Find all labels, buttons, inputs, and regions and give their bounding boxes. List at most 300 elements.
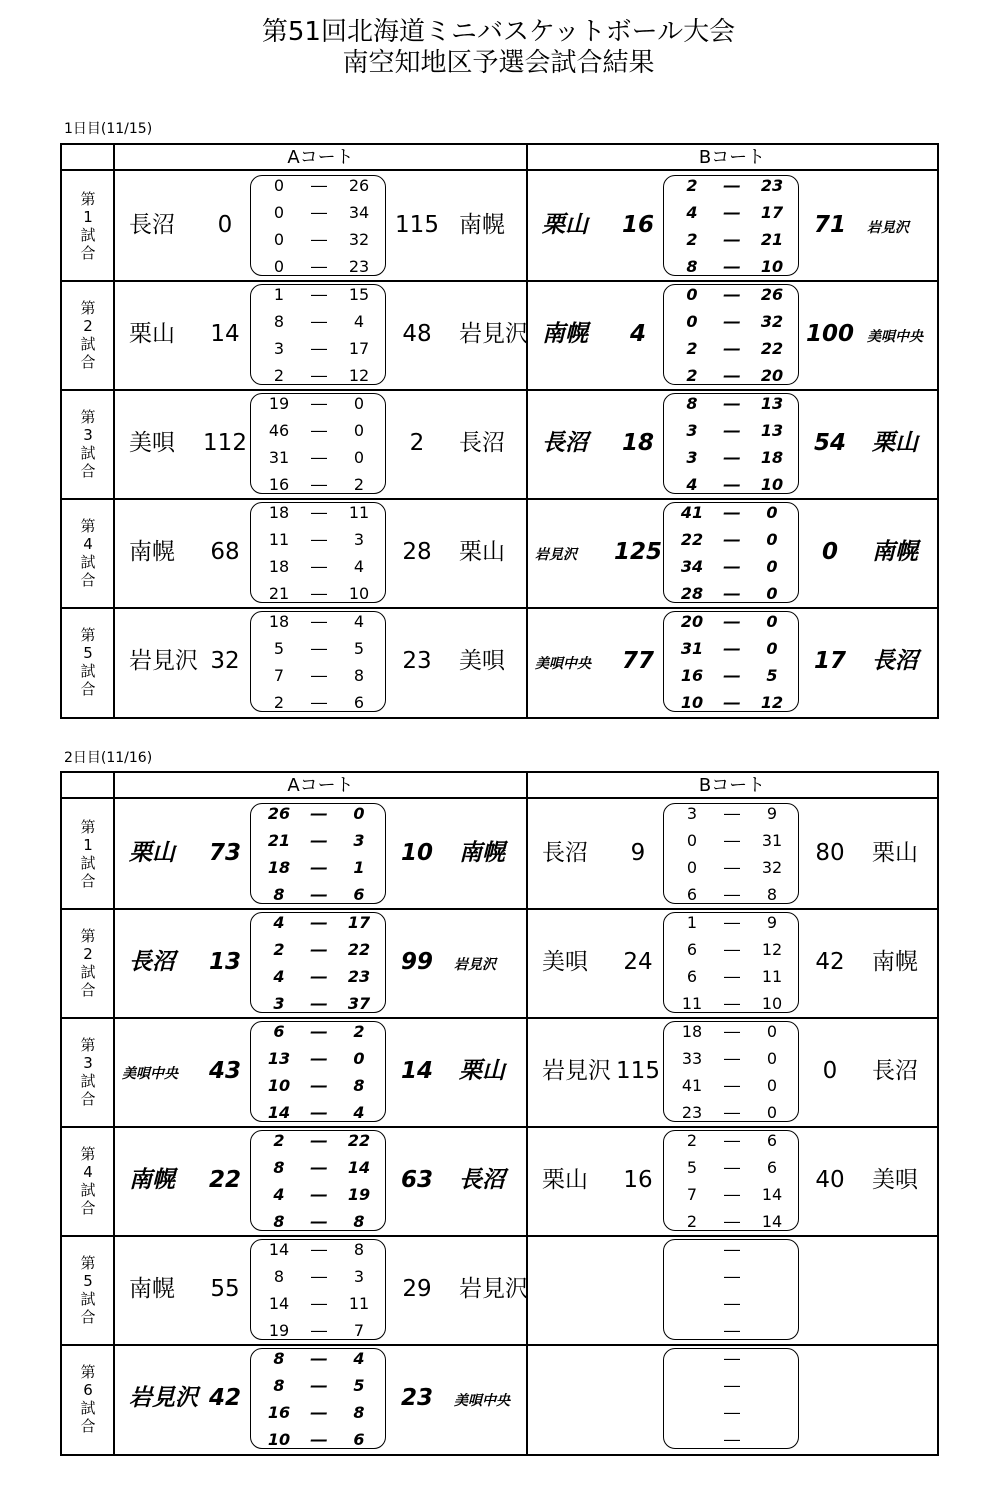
quarter-row bbox=[664, 362, 800, 389]
quarter-right: 5 bbox=[353, 639, 365, 658]
team1-name: 美唄 bbox=[542, 949, 588, 975]
game-number-char: 5 bbox=[83, 1271, 93, 1290]
quarter-left: 19 bbox=[268, 1321, 290, 1340]
quarter-scores bbox=[250, 1239, 386, 1340]
team1-total: 55 bbox=[210, 1276, 240, 1302]
quarter-left: 19 bbox=[268, 394, 290, 413]
quarter-row bbox=[664, 172, 800, 199]
game-row bbox=[62, 498, 937, 609]
quarter-left: 7 bbox=[273, 666, 285, 685]
quarter-left: 6 bbox=[686, 967, 698, 986]
quarter-left: 2 bbox=[686, 176, 698, 195]
game-number-char: 合 bbox=[80, 980, 96, 999]
quarter-right: 10 bbox=[348, 584, 370, 603]
quarter-scores bbox=[250, 175, 386, 276]
quarter-left: 4 bbox=[273, 913, 285, 932]
quarter-scores bbox=[250, 393, 386, 494]
quarter-dash: ― bbox=[724, 557, 740, 576]
team1-total: 9 bbox=[630, 840, 646, 866]
quarter-left: 5 bbox=[273, 639, 285, 658]
team1-name: 岩見沢 bbox=[129, 1385, 198, 1411]
game-number bbox=[62, 1235, 114, 1344]
quarter-right: 21 bbox=[760, 230, 784, 249]
quarter-row bbox=[664, 444, 800, 471]
quarter-left: 3 bbox=[686, 448, 698, 467]
game-number-char: 試 bbox=[80, 1180, 96, 1199]
game-number-char: 合 bbox=[80, 352, 96, 371]
team2-total: 42 bbox=[815, 949, 845, 975]
team1-name: 岩見沢 bbox=[542, 1058, 611, 1084]
game-number bbox=[62, 1126, 114, 1235]
game-number-char: 試 bbox=[80, 1071, 96, 1090]
quarter-dash: ― bbox=[311, 421, 327, 440]
game-number-char: 2 bbox=[83, 316, 93, 335]
quarter-row bbox=[251, 689, 387, 716]
quarter-left: 1 bbox=[686, 913, 698, 932]
quarter-right: 4 bbox=[353, 1103, 365, 1122]
game-number bbox=[62, 171, 114, 280]
quarter-scores bbox=[250, 611, 386, 712]
court-a-header: Aコート bbox=[114, 145, 527, 171]
quarter-dash: ― bbox=[724, 1185, 740, 1204]
quarter-row bbox=[664, 1372, 800, 1399]
quarter-left: 11 bbox=[268, 530, 290, 549]
quarter-row bbox=[664, 417, 800, 444]
quarter-right: 4 bbox=[353, 557, 365, 576]
court-b-match bbox=[527, 908, 939, 1017]
quarter-dash: ― bbox=[311, 1103, 327, 1122]
quarter-dash: ― bbox=[724, 530, 740, 549]
quarter-right: 2 bbox=[353, 1022, 365, 1041]
team2-total: 0 bbox=[822, 1058, 838, 1084]
quarter-right: 32 bbox=[760, 312, 784, 331]
quarter-dash: ― bbox=[311, 1049, 327, 1068]
quarter-left: 14 bbox=[268, 1240, 290, 1259]
quarter-dash: ― bbox=[724, 421, 740, 440]
quarter-right: 0 bbox=[766, 557, 778, 576]
team2-name: 岩見沢 bbox=[459, 321, 528, 347]
quarter-left: 6 bbox=[273, 1022, 285, 1041]
quarter-right: 2 bbox=[353, 475, 365, 494]
quarter-row bbox=[664, 1181, 800, 1208]
team1-name: 岩見沢 bbox=[535, 547, 577, 563]
quarter-row bbox=[251, 1372, 387, 1399]
quarter-left: 8 bbox=[686, 257, 698, 276]
court-a-match bbox=[114, 1017, 526, 1126]
quarter-dash: ― bbox=[311, 831, 327, 850]
quarter-row bbox=[664, 1317, 800, 1344]
game-number bbox=[62, 280, 114, 389]
quarter-right: 31 bbox=[761, 831, 783, 850]
quarter-row bbox=[251, 499, 387, 526]
quarter-left: 8 bbox=[273, 312, 285, 331]
quarter-dash: ― bbox=[311, 639, 327, 658]
quarter-row bbox=[251, 1208, 387, 1235]
quarter-dash: ― bbox=[724, 230, 740, 249]
quarter-row bbox=[664, 1399, 800, 1426]
game-number-char: 1 bbox=[83, 207, 93, 226]
quarter-dash: ― bbox=[311, 339, 327, 358]
quarter-right: 17 bbox=[347, 913, 371, 932]
team1-total: 77 bbox=[621, 648, 654, 674]
quarter-dash: ― bbox=[724, 1403, 740, 1422]
quarter-right: 0 bbox=[766, 1049, 778, 1068]
team2-total: 40 bbox=[815, 1167, 845, 1193]
quarter-dash: ― bbox=[724, 312, 740, 331]
quarter-row bbox=[664, 635, 800, 662]
quarter-row bbox=[664, 335, 800, 362]
quarter-dash: ― bbox=[724, 804, 740, 823]
game-row bbox=[62, 1344, 937, 1453]
quarter-dash: ― bbox=[724, 831, 740, 850]
quarter-row bbox=[664, 1127, 800, 1154]
quarter-dash: ― bbox=[724, 394, 740, 413]
team1-total: 22 bbox=[208, 1167, 241, 1193]
quarter-dash: ― bbox=[724, 639, 740, 658]
quarter-row bbox=[251, 1072, 387, 1099]
quarter-scores bbox=[250, 502, 386, 603]
quarter-dash: ― bbox=[311, 285, 327, 304]
quarter-right: 7 bbox=[353, 1321, 365, 1340]
quarter-row bbox=[251, 444, 387, 471]
quarter-left: 3 bbox=[686, 421, 698, 440]
quarter-row bbox=[251, 580, 387, 607]
quarter-left: 4 bbox=[273, 967, 285, 986]
quarter-right: 14 bbox=[347, 1158, 371, 1177]
quarter-row bbox=[251, 800, 387, 827]
court-a-match bbox=[114, 1235, 526, 1344]
quarter-row bbox=[664, 1263, 800, 1290]
quarter-dash: ― bbox=[724, 339, 740, 358]
quarter-left: 10 bbox=[680, 693, 704, 712]
quarter-right: 0 bbox=[766, 530, 778, 549]
quarter-dash: ― bbox=[724, 885, 740, 904]
quarter-dash: ― bbox=[311, 530, 327, 549]
team1-total: 125 bbox=[613, 539, 662, 565]
quarter-left: 2 bbox=[273, 366, 285, 385]
quarter-left: 18 bbox=[268, 503, 290, 522]
quarter-row bbox=[664, 881, 800, 908]
quarter-scores bbox=[250, 1348, 386, 1449]
game-number-char: 3 bbox=[83, 1053, 93, 1072]
quarter-right: 12 bbox=[348, 366, 370, 385]
quarter-scores bbox=[250, 803, 386, 904]
game-row bbox=[62, 280, 937, 391]
game-row bbox=[62, 389, 937, 500]
quarter-dash: ― bbox=[311, 1294, 327, 1313]
quarter-right: 18 bbox=[760, 448, 784, 467]
quarter-right: 10 bbox=[760, 257, 784, 276]
game-number-char: 試 bbox=[80, 661, 96, 680]
team2-name: 長沼 bbox=[872, 1058, 918, 1084]
team1-total: 42 bbox=[208, 1385, 241, 1411]
quarter-row bbox=[664, 963, 800, 990]
quarter-dash: ― bbox=[724, 1103, 740, 1122]
quarter-dash: ― bbox=[311, 394, 327, 413]
quarter-row bbox=[251, 253, 387, 280]
court-a-match bbox=[114, 171, 526, 280]
team1-name: 美唄中央 bbox=[122, 1066, 178, 1082]
quarter-right: 0 bbox=[353, 1049, 365, 1068]
quarter-left: 21 bbox=[268, 584, 290, 603]
quarter-row bbox=[664, 1290, 800, 1317]
quarter-dash: ― bbox=[724, 176, 740, 195]
quarter-left: 11 bbox=[681, 994, 703, 1013]
quarter-left: 26 bbox=[267, 804, 291, 823]
quarter-row bbox=[664, 1045, 800, 1072]
game-number-char: 合 bbox=[80, 871, 96, 890]
quarter-right: 0 bbox=[353, 394, 365, 413]
quarter-dash: ― bbox=[724, 1212, 740, 1231]
quarter-dash: ― bbox=[311, 230, 327, 249]
quarter-right: 6 bbox=[766, 1131, 778, 1150]
court-a-match bbox=[114, 1344, 526, 1453]
quarter-row bbox=[664, 936, 800, 963]
quarter-dash: ― bbox=[724, 967, 740, 986]
court-b-header: Bコート bbox=[527, 773, 937, 799]
quarter-left: 4 bbox=[686, 203, 698, 222]
game-number-char: 試 bbox=[80, 1289, 96, 1308]
team2-total: 115 bbox=[395, 212, 439, 238]
team2-name: 栗山 bbox=[872, 840, 918, 866]
quarter-left: 21 bbox=[267, 831, 291, 850]
court-b-match bbox=[527, 1126, 939, 1235]
quarter-row bbox=[664, 662, 800, 689]
quarter-row bbox=[251, 1399, 387, 1426]
quarter-dash: ― bbox=[311, 994, 327, 1013]
quarter-left: 8 bbox=[273, 1376, 285, 1395]
game-number-char: 第 bbox=[80, 926, 96, 945]
quarter-right: 10 bbox=[760, 475, 784, 494]
quarter-right: 14 bbox=[761, 1212, 783, 1231]
quarter-right: 0 bbox=[766, 584, 778, 603]
team1-name: 長沼 bbox=[542, 430, 588, 456]
quarter-left: 0 bbox=[273, 230, 285, 249]
quarter-right: 3 bbox=[353, 530, 365, 549]
quarter-scores bbox=[663, 1130, 799, 1231]
quarter-row bbox=[664, 1236, 800, 1263]
header-blank bbox=[62, 145, 114, 171]
quarter-left: 34 bbox=[680, 557, 704, 576]
team2-total: 10 bbox=[400, 840, 433, 866]
game-number-char: 合 bbox=[80, 461, 96, 480]
page-subtitle: 南空知地区予選会試合結果 bbox=[342, 48, 655, 78]
game-number bbox=[62, 908, 114, 1017]
game-number-char: 試 bbox=[80, 334, 96, 353]
quarter-scores bbox=[663, 912, 799, 1013]
quarter-left: 2 bbox=[686, 366, 698, 385]
team1-total: 14 bbox=[210, 321, 240, 347]
quarter-scores bbox=[250, 912, 386, 1013]
quarter-right: 0 bbox=[766, 1103, 778, 1122]
quarter-left: 8 bbox=[273, 1212, 285, 1231]
quarter-left: 2 bbox=[686, 230, 698, 249]
team2-total: 23 bbox=[400, 1385, 433, 1411]
quarter-dash: ― bbox=[724, 693, 740, 712]
quarter-row bbox=[251, 199, 387, 226]
team1-name: 長沼 bbox=[542, 840, 588, 866]
team2-name: 長沼 bbox=[459, 1167, 505, 1193]
quarter-row bbox=[251, 1236, 387, 1263]
quarter-left: 8 bbox=[273, 1267, 285, 1286]
game-number-char: 第 bbox=[80, 189, 96, 208]
quarter-right: 6 bbox=[766, 1158, 778, 1177]
quarter-right: 6 bbox=[353, 693, 365, 712]
quarter-right: 20 bbox=[760, 366, 784, 385]
quarter-row bbox=[664, 800, 800, 827]
quarter-row bbox=[251, 553, 387, 580]
quarter-right: 34 bbox=[348, 203, 370, 222]
quarter-dash: ― bbox=[311, 1212, 327, 1231]
quarter-right: 0 bbox=[766, 639, 778, 658]
quarter-left: 16 bbox=[267, 1403, 291, 1422]
quarter-scores bbox=[250, 1130, 386, 1231]
quarter-row bbox=[664, 854, 800, 881]
quarter-dash: ― bbox=[724, 1321, 740, 1340]
game-row bbox=[62, 1235, 937, 1346]
quarter-right: 22 bbox=[347, 1131, 371, 1150]
header-blank bbox=[62, 773, 114, 799]
quarter-right: 22 bbox=[760, 339, 784, 358]
game-number-char: 試 bbox=[80, 962, 96, 981]
quarter-dash: ― bbox=[311, 693, 327, 712]
results-table bbox=[60, 771, 939, 1456]
court-a-match bbox=[114, 498, 526, 607]
game-number-char: 第 bbox=[80, 1362, 96, 1381]
quarter-row bbox=[251, 827, 387, 854]
quarter-dash: ― bbox=[311, 1158, 327, 1177]
court-b-match bbox=[527, 607, 939, 716]
team1-total: 24 bbox=[623, 949, 653, 975]
team2-name: 栗山 bbox=[872, 430, 918, 456]
quarter-dash: ― bbox=[311, 584, 327, 603]
quarter-left: 3 bbox=[686, 804, 698, 823]
quarter-left: 0 bbox=[273, 176, 285, 195]
team1-total: 16 bbox=[623, 1167, 653, 1193]
quarter-scores bbox=[250, 1021, 386, 1122]
team2-total: 23 bbox=[402, 648, 432, 674]
quarter-dash: ― bbox=[311, 1321, 327, 1340]
court-b-match bbox=[527, 389, 939, 498]
quarter-row bbox=[251, 909, 387, 936]
quarter-dash: ― bbox=[311, 176, 327, 195]
quarter-dash: ― bbox=[724, 1294, 740, 1313]
quarter-dash: ― bbox=[724, 940, 740, 959]
quarter-dash: ― bbox=[311, 858, 327, 877]
team1-total: 18 bbox=[621, 430, 654, 456]
quarter-dash: ― bbox=[311, 804, 327, 823]
quarter-dash: ― bbox=[724, 1376, 740, 1395]
quarter-right: 3 bbox=[353, 831, 365, 850]
quarter-dash: ― bbox=[724, 203, 740, 222]
quarter-dash: ― bbox=[311, 666, 327, 685]
quarter-row bbox=[664, 827, 800, 854]
team2-total: 48 bbox=[402, 321, 432, 347]
team1-total: 68 bbox=[210, 539, 240, 565]
day-label: 1日目(11/15) bbox=[64, 121, 153, 137]
quarter-left: 0 bbox=[686, 312, 698, 331]
court-a-match bbox=[114, 908, 526, 1017]
quarter-right: 32 bbox=[348, 230, 370, 249]
quarter-dash: ― bbox=[311, 1430, 327, 1449]
team1-name: 栗山 bbox=[129, 840, 175, 866]
game-number-char: 1 bbox=[83, 835, 93, 854]
results-table bbox=[60, 143, 939, 719]
quarter-right: 8 bbox=[353, 1076, 365, 1095]
team2-name: 岩見沢 bbox=[454, 957, 496, 973]
day-label: 2日目(11/16) bbox=[64, 750, 153, 766]
court-b-match bbox=[527, 1017, 939, 1126]
court-b-header: Bコート bbox=[527, 145, 937, 171]
quarter-scores bbox=[663, 175, 799, 276]
team2-total: 54 bbox=[813, 430, 846, 456]
team1-name: 美唄中央 bbox=[535, 656, 591, 672]
quarter-row bbox=[664, 689, 800, 716]
quarter-right: 13 bbox=[760, 394, 784, 413]
quarter-row bbox=[251, 335, 387, 362]
game-number-char: 3 bbox=[83, 425, 93, 444]
quarter-left: 18 bbox=[681, 1022, 703, 1041]
quarter-right: 5 bbox=[353, 1376, 365, 1395]
quarter-left: 31 bbox=[268, 448, 290, 467]
quarter-right: 12 bbox=[760, 693, 784, 712]
court-b-match bbox=[527, 799, 939, 908]
quarter-left: 18 bbox=[268, 612, 290, 631]
quarter-left: 20 bbox=[680, 612, 704, 631]
quarter-dash: ― bbox=[311, 913, 327, 932]
quarter-right: 5 bbox=[766, 666, 778, 685]
quarter-right: 8 bbox=[353, 1212, 365, 1231]
quarter-dash: ― bbox=[311, 257, 327, 276]
quarter-dash: ― bbox=[311, 1131, 327, 1150]
game-number-char: 第 bbox=[80, 298, 96, 317]
quarter-row bbox=[251, 471, 387, 498]
quarter-right: 11 bbox=[348, 503, 370, 522]
team1-name: 栗山 bbox=[542, 1167, 588, 1193]
quarter-left: 31 bbox=[680, 639, 704, 658]
game-number bbox=[62, 498, 114, 607]
quarter-row bbox=[251, 1426, 387, 1453]
quarter-row bbox=[664, 526, 800, 553]
game-number-char: 2 bbox=[83, 944, 93, 963]
quarter-left: 4 bbox=[686, 475, 698, 494]
quarter-right: 6 bbox=[353, 885, 365, 904]
team1-total: 32 bbox=[210, 648, 240, 674]
quarter-row bbox=[664, 199, 800, 226]
quarter-right: 23 bbox=[348, 257, 370, 276]
court-a-match bbox=[114, 1126, 526, 1235]
quarter-left: 18 bbox=[268, 557, 290, 576]
quarter-left: 1 bbox=[273, 285, 285, 304]
quarter-dash: ― bbox=[724, 285, 740, 304]
team1-name: 南幌 bbox=[129, 539, 175, 565]
court-b-match bbox=[527, 171, 939, 280]
quarter-dash: ― bbox=[311, 557, 327, 576]
game-number-char: 第 bbox=[80, 1144, 96, 1163]
quarter-dash: ― bbox=[311, 1076, 327, 1095]
quarter-dash: ― bbox=[724, 503, 740, 522]
game-number-char: 第 bbox=[80, 1035, 96, 1054]
team2-total: 100 bbox=[805, 321, 854, 347]
team1-total: 16 bbox=[621, 212, 654, 238]
game-row bbox=[62, 1126, 937, 1237]
team1-name: 栗山 bbox=[542, 212, 588, 238]
quarter-dash: ― bbox=[724, 1240, 740, 1259]
quarter-dash: ― bbox=[724, 666, 740, 685]
quarter-dash: ― bbox=[311, 1022, 327, 1041]
quarter-row bbox=[251, 172, 387, 199]
game-number bbox=[62, 389, 114, 498]
